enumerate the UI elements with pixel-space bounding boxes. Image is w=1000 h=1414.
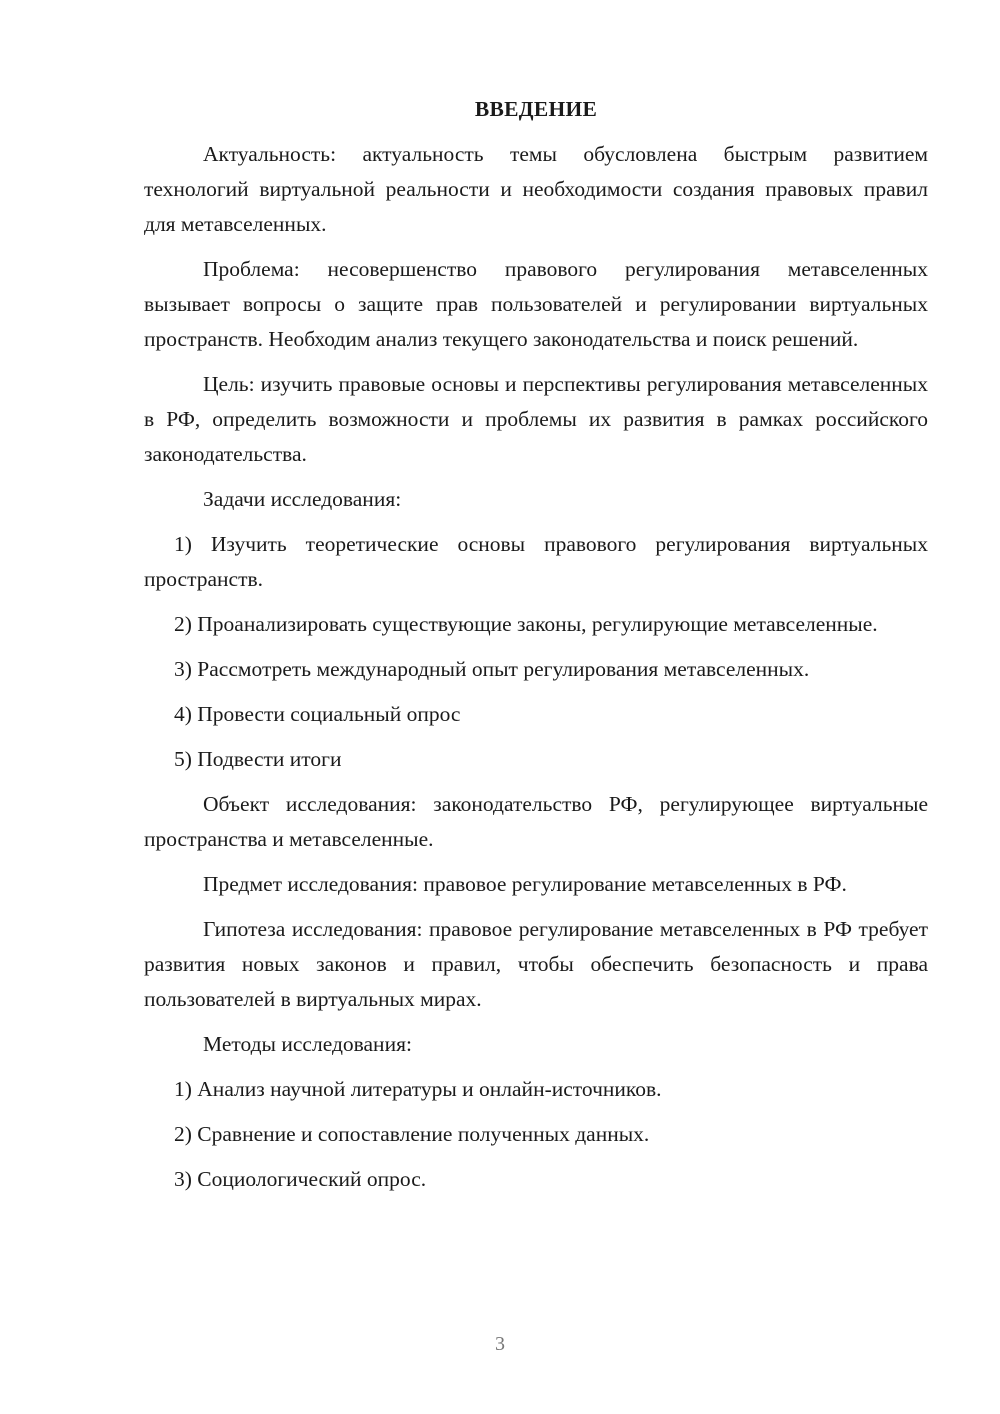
problem-paragraph: Проблема: несовершенство правового регулирования метавселенных вызывает вопросы о защите прав пользователей и регулировании виртуальных пространств. Необходим анализ текущего законодательства и поиск решений. [144, 257, 928, 351]
goal-paragraph: Цель: изучить правовые основы и перспективы регулирования метавселенных в РФ, определить возможности и проблемы их развития в рамках российского законодательства. [144, 372, 928, 466]
page-content [144, 92, 928, 1207]
relevance-paragraph: Актуальность: актуальность темы обусловлена быстрым развитием технологий виртуальной реальности и необходимости создания правовых правил для метавселенных. [144, 142, 928, 236]
task-item-4: 4) Провести социальный опрос [174, 702, 461, 726]
methods-heading: Методы исследования: [203, 1032, 412, 1056]
page-number: 3 [495, 1333, 505, 1355]
method-item-3: 3) Социологический опрос. [174, 1167, 427, 1191]
task-item-3: 3) Рассмотреть международный опыт регулирования метавселенных. [174, 657, 810, 681]
object-paragraph: Объект исследования: законодательство РФ, регулирующее виртуальные пространства и метавселенные. [144, 792, 928, 851]
task-item-2: 2) Проанализировать существующие законы, регулирующие метавселенные. [174, 612, 878, 636]
hypothesis-paragraph: Гипотеза исследования: правовое регулирование метавселенных в РФ требует развития новых законов и правил, чтобы обеспечить безопасность и права пользователей в виртуальных мирах. [144, 917, 928, 1011]
task-item-5: 5) Подвести итоги [174, 747, 342, 771]
method-item-1: 1) Анализ научной литературы и онлайн-источников. [174, 1077, 662, 1101]
task-item-1: 1) Изучить теоретические основы правового регулирования виртуальных пространств. [144, 532, 928, 591]
tasks-heading: Задачи исследования: [203, 487, 402, 511]
subject-paragraph: Предмет исследования: правовое регулирование метавселенных в РФ. [203, 872, 847, 896]
section-title: ВВЕДЕНИЕ [474, 97, 598, 121]
method-item-2: 2) Сравнение и сопоставление полученных данных. [174, 1122, 650, 1146]
